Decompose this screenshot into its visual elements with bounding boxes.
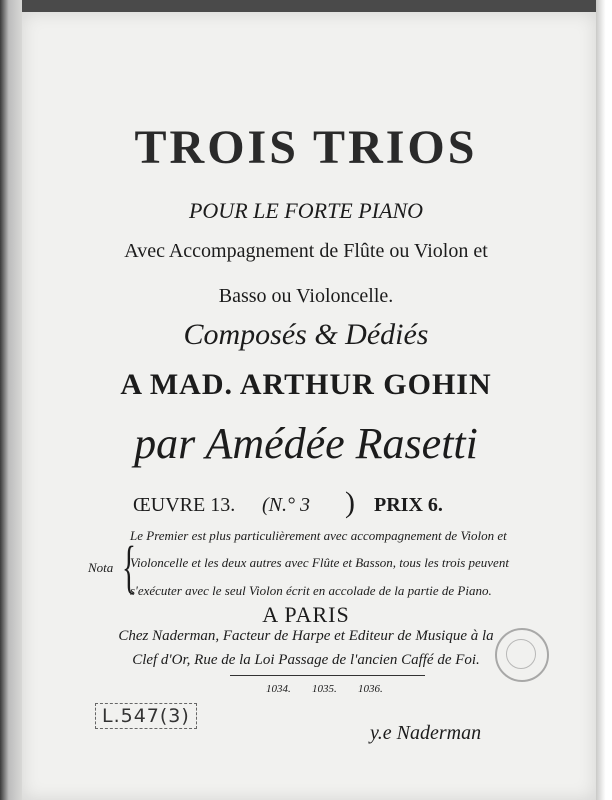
composer-name: par Amédée Rasetti bbox=[134, 419, 478, 468]
nota-line: Violoncelle et les deux autres avec Flûte et Basson, tous les trois peuvent bbox=[130, 555, 509, 570]
publisher-line: Chez Naderman, Facteur de Harpe et Editeur de Musique à la bbox=[118, 628, 494, 644]
publisher-place: A PARIS bbox=[262, 602, 350, 627]
plate-number: 1036. bbox=[358, 683, 383, 695]
opus-number-close: ) bbox=[345, 486, 355, 519]
composed-dedicated-line: Composés & Dédiés bbox=[183, 318, 429, 351]
work-title: TROIS TRIOS bbox=[134, 121, 478, 174]
instrument-subtitle: POUR LE FORTE PIANO bbox=[188, 198, 424, 223]
opus-number: (N.° 3 bbox=[262, 494, 310, 516]
nota-line: s'exécuter avec le seul Violon écrit en accolade de la partie de Piano. bbox=[130, 583, 492, 598]
library-stamp-icon bbox=[495, 628, 549, 682]
plate-number: 1034. bbox=[266, 683, 291, 695]
bass-line: Basso ou Violoncelle. bbox=[218, 285, 394, 307]
shelfmark: L.547(3) bbox=[95, 703, 197, 729]
price: PRIX 6. bbox=[374, 494, 443, 516]
dedicatee: A MAD. ARTHUR GOHIN bbox=[120, 368, 492, 401]
accompaniment-line: Avec Accompagnement de Flûte ou Violon et bbox=[124, 240, 488, 262]
plate-number: 1035. bbox=[312, 683, 337, 695]
divider bbox=[230, 675, 425, 676]
nota-line: Le Premier est plus particulièrement avec accompagnement de Violon et bbox=[130, 528, 507, 543]
nota-label: Nota bbox=[88, 560, 114, 575]
publisher-line: Clef d'Or, Rue de la Loi Passage de l'ancien Caffé de Foi. bbox=[132, 652, 480, 668]
opus-label: ŒUVRE 13. bbox=[133, 494, 236, 516]
publisher-signature: y.e Naderman bbox=[370, 722, 482, 744]
brace-icon: { bbox=[121, 534, 136, 599]
